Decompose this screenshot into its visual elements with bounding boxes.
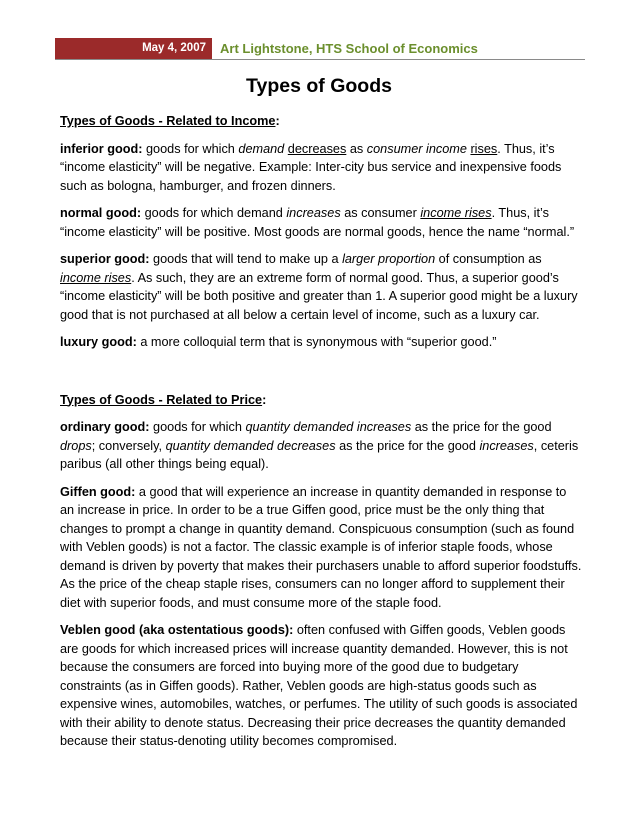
inferior-demand: demand bbox=[238, 141, 285, 156]
document-title: Types of Goods bbox=[246, 75, 392, 97]
ordinary-increases: increases bbox=[479, 438, 534, 453]
inferior-text-1: goods for which bbox=[142, 141, 239, 156]
ordinary-text-2: as the price for the good bbox=[411, 420, 552, 434]
definition-veblen-good bbox=[60, 621, 582, 751]
inferior-decreases: decreases bbox=[287, 141, 347, 156]
ordinary-text-4: as the price for the good bbox=[335, 438, 480, 453]
term-giffen-good: Giffen good: bbox=[60, 484, 136, 499]
inferior-text-3: . Thus, it’s “income elasticity” will be negative. Example: Inter-city bus service and inexpensive foods such as bologna, hamburger, and frozen dinners. bbox=[60, 141, 562, 193]
section-heading-income-colon: : bbox=[275, 114, 280, 128]
superior-text-3: . As such, they are an extreme form of normal good. Thus, a superior good’s “income elasticity” will be both positive and greater than 1. A superior good might be a luxury good that is not purchased at all below a certain level of income, such as a luxury car. bbox=[60, 270, 578, 322]
definition-inferior-good bbox=[60, 140, 582, 196]
header-author: Art Lightstone, HTS School of Economics bbox=[220, 41, 478, 56]
ordinary-qd-decreases: quantity demanded decreases bbox=[165, 438, 336, 453]
ordinary-drops: drops bbox=[60, 438, 92, 453]
section-heading-income-text: Types of Goods - Related to Income bbox=[60, 114, 276, 128]
term-ordinary-good: ordinary good: bbox=[60, 420, 150, 434]
normal-text-1: goods for which demand bbox=[141, 206, 287, 220]
page-header bbox=[55, 38, 585, 60]
definition-ordinary-good bbox=[60, 418, 582, 474]
inferior-consumer-income: consumer income bbox=[366, 141, 467, 156]
ordinary-text-3: ; conversely, bbox=[91, 438, 166, 453]
normal-income-rises: income rises bbox=[420, 206, 492, 220]
definition-luxury-good bbox=[60, 333, 582, 352]
inferior-text-2: as bbox=[346, 141, 367, 156]
term-normal-good: normal good: bbox=[60, 206, 142, 220]
term-luxury-good: luxury good: bbox=[60, 335, 137, 349]
superior-text-2: of consumption as bbox=[435, 252, 542, 266]
normal-text-3: . Thus, it’s “income elasticity” will be positive. Most goods are normal goods, hence the name “normal.” bbox=[60, 206, 575, 239]
ordinary-text-1: goods for which bbox=[149, 420, 246, 434]
giffen-text-1: a good that will experience an increase in quantity demanded in response to an increase in price. In order to be a true Giffen good, price must be the only thing that changes to prompt a change in quantity demand. Conspicuous consumption (such as found with Veblen goods) is not a factor. The classic example is of inferior staple foods, whose demand is driven by poverty that makes their purchasers unable to afford superior foodstuffs. As the price of the cheap staple rises, consumers can no longer afford to supplement their diet with superior foods, and must consume more of the staple food. bbox=[60, 484, 582, 610]
veblen-text-1: often confused with Giffen goods, Veblen goods are goods for which increased prices will increase quantity demanded. However, this is not because the consumers are forced into buying more of the good due to budgetary constraints (as in Giffen goods). Rather, Veblen goods are high-status goods such as expensive wines, automobiles, watches, or perfumes. The utility of such goods is associated with their ability to denote status. Decreasing their price decreases the quantity demanded because their status-denoting utility becomes compromised. bbox=[60, 623, 578, 748]
section-heading-income bbox=[60, 112, 582, 131]
normal-text-2: as consumer bbox=[340, 206, 421, 220]
inferior-rises: rises bbox=[470, 141, 498, 156]
normal-increases: increases bbox=[286, 206, 341, 220]
ordinary-qd-increases: quantity demanded increases bbox=[245, 420, 412, 434]
definition-superior-good bbox=[60, 250, 582, 324]
section-heading-price-text: Types of Goods - Related to Price bbox=[60, 392, 263, 407]
term-inferior-good: inferior good: bbox=[60, 141, 143, 156]
document-body bbox=[60, 112, 582, 760]
section-heading-price bbox=[60, 391, 582, 410]
superior-income-rises: income rises bbox=[60, 270, 132, 285]
ordinary-text-5: , ceteris paribus (all other things being equal). bbox=[60, 438, 579, 471]
definition-giffen-good bbox=[60, 483, 582, 613]
header-date: May 4, 2007 bbox=[55, 38, 212, 59]
term-superior-good: superior good: bbox=[60, 252, 150, 266]
section-gap bbox=[60, 361, 582, 391]
superior-text-1: goods that will tend to make up a bbox=[149, 252, 343, 266]
definition-normal-good bbox=[60, 204, 582, 241]
superior-larger-proportion: larger proportion bbox=[342, 252, 436, 266]
term-veblen-good: Veblen good (aka ostentatious goods): bbox=[60, 623, 294, 637]
section-heading-price-colon: : bbox=[262, 392, 267, 407]
luxury-text-1: a more colloquial term that is synonymous with “superior good.” bbox=[136, 335, 497, 349]
